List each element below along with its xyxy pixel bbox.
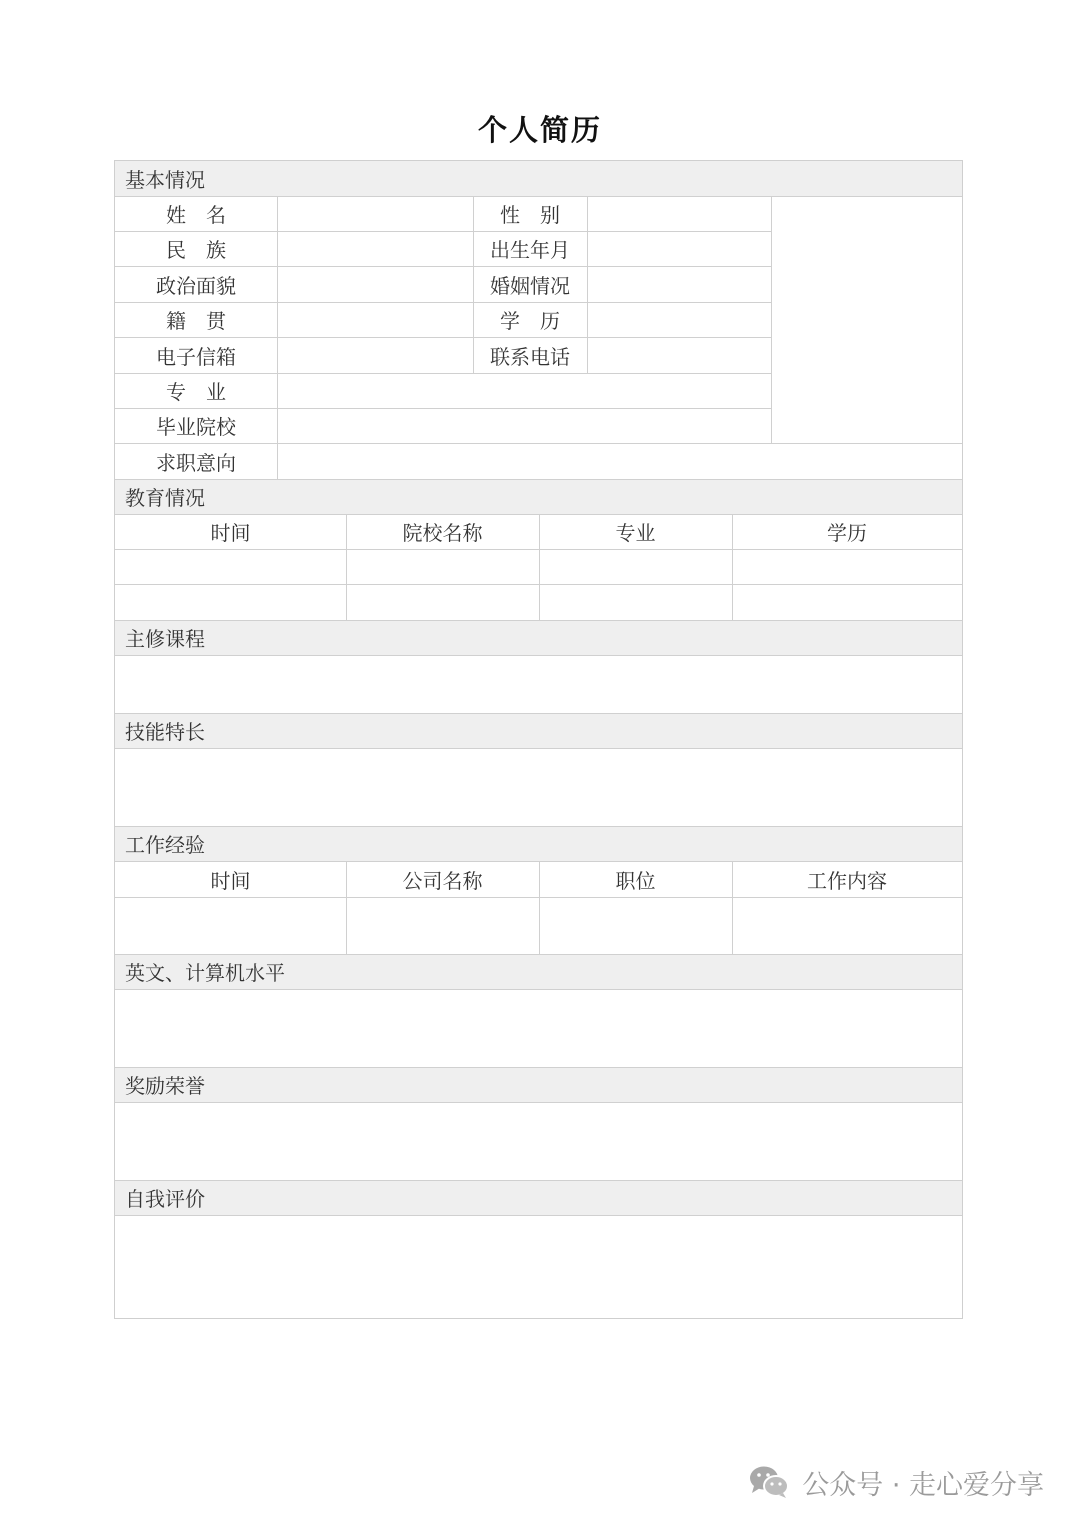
edu-header-school: 院校名称	[402, 521, 483, 545]
photo-box[interactable]	[772, 196, 962, 443]
section-band-education	[115, 479, 962, 514]
rule	[115, 748, 962, 749]
section-band-basic	[115, 161, 962, 196]
rule	[115, 1215, 962, 1216]
section-title-basic: 基本情况	[125, 168, 205, 192]
work-header-content: 工作内容	[807, 868, 887, 893]
resume-table	[114, 160, 963, 1319]
label-ethnicity: 民族	[166, 238, 246, 262]
watermark-text: 公众号 · 走心爱分享	[802, 1469, 1044, 1501]
label-major: 专业	[166, 380, 246, 404]
work-header-time: 时间	[210, 868, 251, 893]
rule	[115, 989, 962, 990]
label-birth: 出生年月	[490, 238, 570, 262]
edu-header-major: 专业	[615, 521, 656, 545]
label-gender: 性别	[500, 203, 580, 227]
section-band-courses	[115, 620, 962, 655]
label-school: 毕业院校	[156, 415, 236, 439]
label-degree: 学历	[500, 309, 580, 333]
label-intent: 求职意向	[156, 450, 236, 475]
edu-header-time: 时间	[210, 521, 251, 545]
rule	[115, 479, 962, 480]
rule	[277, 196, 278, 479]
section-title-work: 工作经验	[125, 833, 205, 857]
rule	[115, 1102, 962, 1103]
watermark	[748, 1460, 1044, 1504]
wechat-icon	[748, 1464, 790, 1500]
section-title-courses: 主修课程	[125, 627, 205, 651]
rule	[587, 196, 588, 373]
section-band-self-eval	[115, 1180, 962, 1215]
page-title: 个人简历	[477, 113, 602, 147]
rule	[115, 620, 962, 621]
rule	[115, 1067, 962, 1068]
work-header-company: 公司名称	[402, 868, 483, 893]
section-band-work	[115, 826, 962, 861]
label-marital: 婚姻情况	[490, 273, 570, 298]
section-band-awards	[115, 1067, 962, 1102]
section-title-self-eval: 自我评价	[125, 1187, 205, 1211]
label-name: 姓名	[166, 203, 246, 227]
rule	[115, 713, 962, 714]
section-band-skills	[115, 713, 962, 748]
section-title-english-computer: 英文、计算机水平	[125, 961, 285, 985]
section-title-skills: 技能特长	[125, 720, 205, 744]
label-email: 电子信箱	[156, 344, 236, 369]
rule	[115, 1180, 962, 1181]
section-title-education: 教育情况	[125, 486, 205, 510]
section-title-awards: 奖励荣誉	[125, 1074, 205, 1098]
work-header-position: 职位	[615, 868, 656, 893]
label-phone: 联系电话	[490, 344, 570, 369]
edu-header-degree: 学历	[827, 521, 867, 545]
rule	[115, 655, 962, 656]
label-native-place: 籍贯	[166, 309, 246, 333]
label-political: 政治面貌	[156, 273, 236, 298]
rule	[115, 826, 962, 827]
